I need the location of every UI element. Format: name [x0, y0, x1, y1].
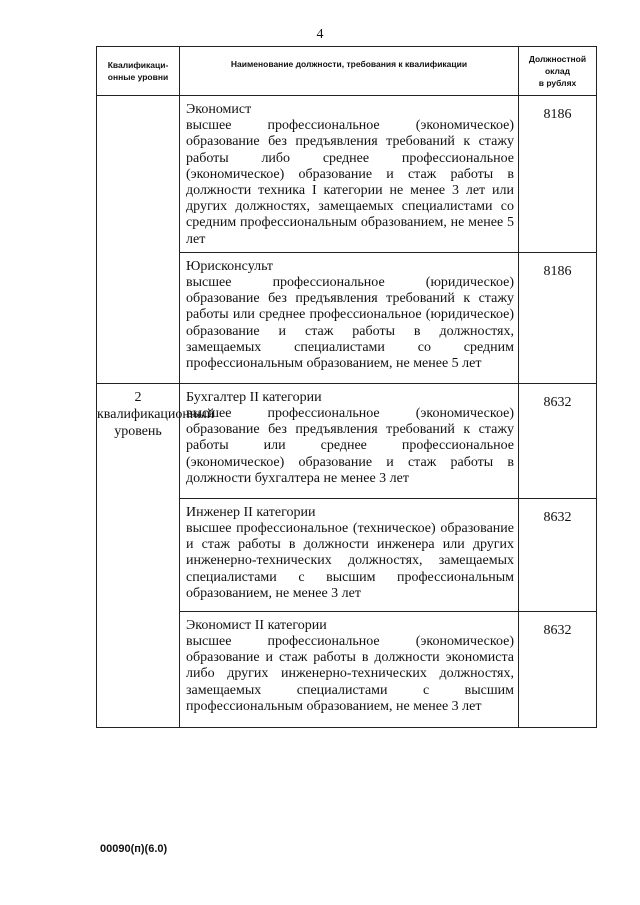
- header-level: Квалификаци- онные уровни: [97, 47, 180, 96]
- position-title: Бухгалтер II категории: [186, 389, 322, 405]
- position-cell: [180, 383, 519, 498]
- position-title: Экономист II категории: [186, 617, 327, 633]
- salary-cell: 8186: [519, 252, 597, 383]
- salary-cell: 8632: [519, 383, 597, 498]
- salary-cell: 8632: [519, 611, 597, 727]
- position-title: Юрисконсульт: [186, 258, 274, 274]
- position-cell: [180, 96, 519, 253]
- salary-cell: 8632: [519, 498, 597, 611]
- position-title: Инженер II категории: [186, 504, 316, 520]
- level-cell: 2 квалификационный уровень: [97, 383, 180, 727]
- position-cell: [180, 611, 519, 727]
- position-requirements: высшее профессиональное (юридическое) образование без предъявления требований к стажу работы или среднее профессиональное (юридическое) образование и стаж работы в должностях, замещаемых специалистами со средним профессиональным образованием, не менее 5 лет: [186, 275, 514, 372]
- position-title: Экономист: [186, 102, 252, 117]
- level-cell: [97, 96, 180, 384]
- table-header-row: [97, 47, 597, 96]
- position-requirements: высшее профессиональное (экономическое) образование без предъявления требований к стажу работы либо среднее профессиональное (экономическое) образование и стаж работы в должности техника I категории не менее 3 лет или других должностях, замещаемых специалистами со средним профессиональным образованием, не менее 5 лет: [186, 118, 514, 247]
- header-salary: Должностной оклад в рублях: [519, 47, 597, 96]
- position-cell: [180, 252, 519, 383]
- salary-cell: 8186: [519, 96, 597, 253]
- header-position: Наименование должности, требования к квалификации: [180, 47, 519, 96]
- position-requirements: высшее профессиональное (экономическое) образование и стаж работы в должности экономиста либо других инженерно-технических должностях, замещаемых специалистами с высшим профессиональным образованием, не менее 3 лет: [186, 634, 514, 714]
- table-row: [97, 96, 597, 253]
- position-requirements: высшее профессиональное (экономическое) образование без предъявления требований к стажу работы или среднее профессиональное (экономическое) образование и стаж работы в должности бухгалтера не менее 3 лет: [186, 406, 514, 486]
- document-code: 00090(п)(6.0): [100, 843, 168, 855]
- page-number: 4: [316, 27, 324, 42]
- position-requirements: высшее профессиональное (техническое) образование и стаж работы в должности инженера или других инженерно-технических должностях, замещаемых специалистами с высшим профессиональным образованием, не менее 3 лет: [186, 521, 514, 601]
- table-row: [97, 383, 597, 498]
- position-cell: [180, 498, 519, 611]
- qualification-table: [96, 46, 597, 728]
